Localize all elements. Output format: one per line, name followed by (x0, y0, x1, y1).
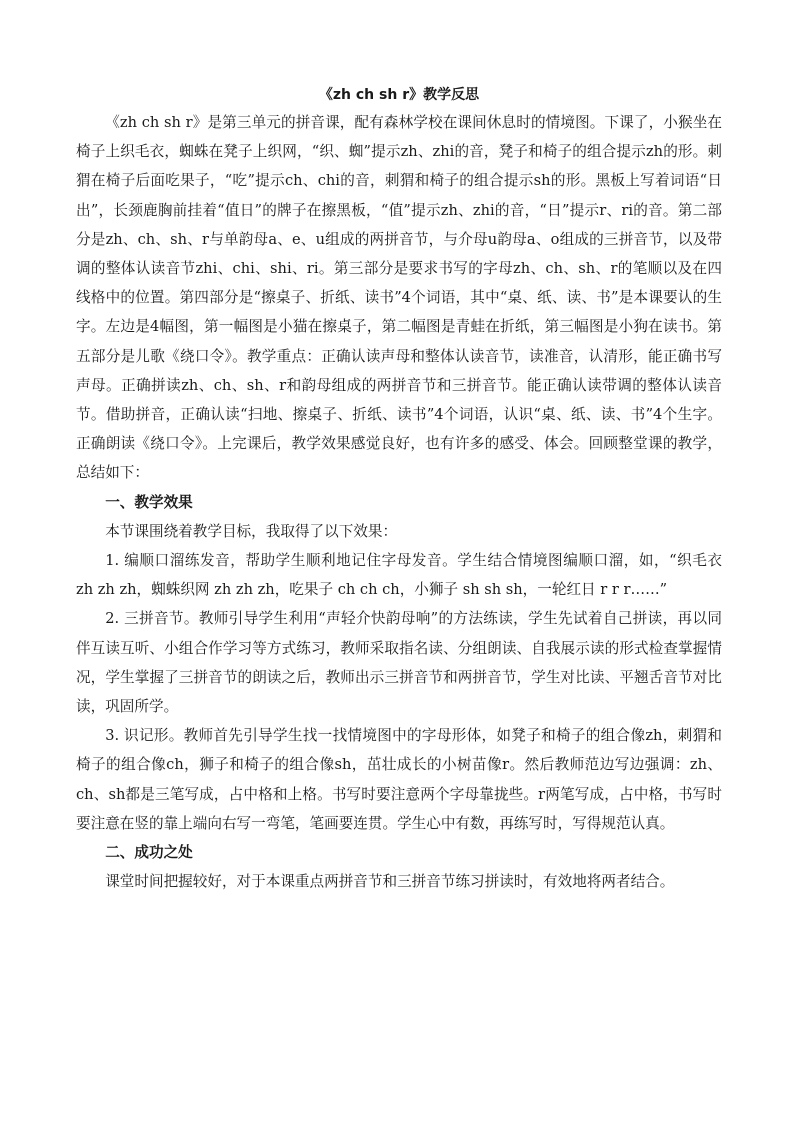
effect-item-2: 2. 三拼音节。教师引导学生利用“声轻介快韵母响”的方法练读，学生先试着自己拼读，再以同伴互读互听、小组合作学习等方式练习，教师采取指名读、分组朗读、自我展示读的形式检查掌握情况，学生掌握了三拼音节的朗读之后，教师出示三拼音节和两拼音节，学生对比读、平翘舌音节对比读，巩固所学。 (76, 610, 722, 716)
document-page (76, 84, 722, 896)
document-title: 《zh ch sh r》教学反思 (318, 87, 480, 103)
section2-paragraph: 课堂时间把握较好，对于本课重点两拼音节和三拼音节练习拼读时，有效地将两者结合。 (105, 873, 675, 891)
intro-paragraph: 《zh ch sh r》是第三单元的拼音课，配有森林学校在课间休息时的情境图。下课了，小猴坐在椅子上织毛衣，蜘蛛在凳子上织网，“织、蜘”提示zh、zhi的音，凳子和椅子的组合提示zh的形。刺猬在椅子后面吃果子，“吃”提示ch、chi的音，刺猬和椅子的组合提示sh的形。黑板上写着词语“日出”，长颈鹿胸前挂着“值日”的牌子在擦黑板，“值”提示zh、zhi的音，“日”提示r、ri的音。第二部分是zh、ch、sh、r与单韵母a、e、u组成的两拼音节，与介母u韵母a、o组成的三拼音节，以及带调的整体认读音节zhi、chi、shi、ri。第三部分是要求书写的字母zh、ch、sh、r的笔顺以及在四线格中的位置。第四部分是“擦桌子、折纸、读书”4个词语，其中“桌、纸、读、书”是本课要认的生字。左边是4幅图，第一幅图是小猫在擦桌子，第二幅图是青蛙在折纸，第三幅图是小狗在读书。第五部分是儿歌《绕口令》。教学重点：正确认读声母和整体认读音节，读准音，认清形，能正确书写声母。正确拼读zh、ch、sh、r和韵母组成的两拼音节和三拼音节。能正确认读带调的整体认读音节。借助拼音，正确认读“扫地、擦桌子、折纸、读书”4个词语，认识“桌、纸、读、书”4个生字。正确朗读《绕口令》。上完课后，教学效果感觉良好，也有许多的感受、体会。回顾整堂课的教学，总结如下： (76, 114, 722, 482)
section-heading-teaching-effect: 一、教学效果 (105, 493, 193, 511)
section1-lead-paragraph: 本节课围绕着教学目标，我取得了以下效果： (105, 522, 398, 540)
effect-item-3: 3. 识记形。教师首先引导学生找一找情境图中的字母形体，如凳子和椅子的组合像zh，刺猬和椅子的组合像ch，狮子和椅子的组合像sh，茁壮成长的小树苗像r。然后教师范边写边强调：zh、ch、sh都是三笔写成，占中格和上格。书写时要注意两个字母靠拢些。r两笔写成，占中格，书写时要注意在竖的靠上端向右写一弯笔，笔画要连贯。学生心中有数，再练写时，写得规范认真。 (76, 727, 722, 832)
section-heading-successes: 二、成功之处 (105, 844, 193, 862)
effect-item-1: 1. 编顺口溜练发音，帮助学生顺利地记住字母发音。学生结合情境图编顺口溜，如，“织毛衣 zh zh zh，蜘蛛织网 zh zh zh，吃果子 ch ch ch，小狮子 sh sh sh，一轮红日 r r r……” (76, 552, 722, 599)
